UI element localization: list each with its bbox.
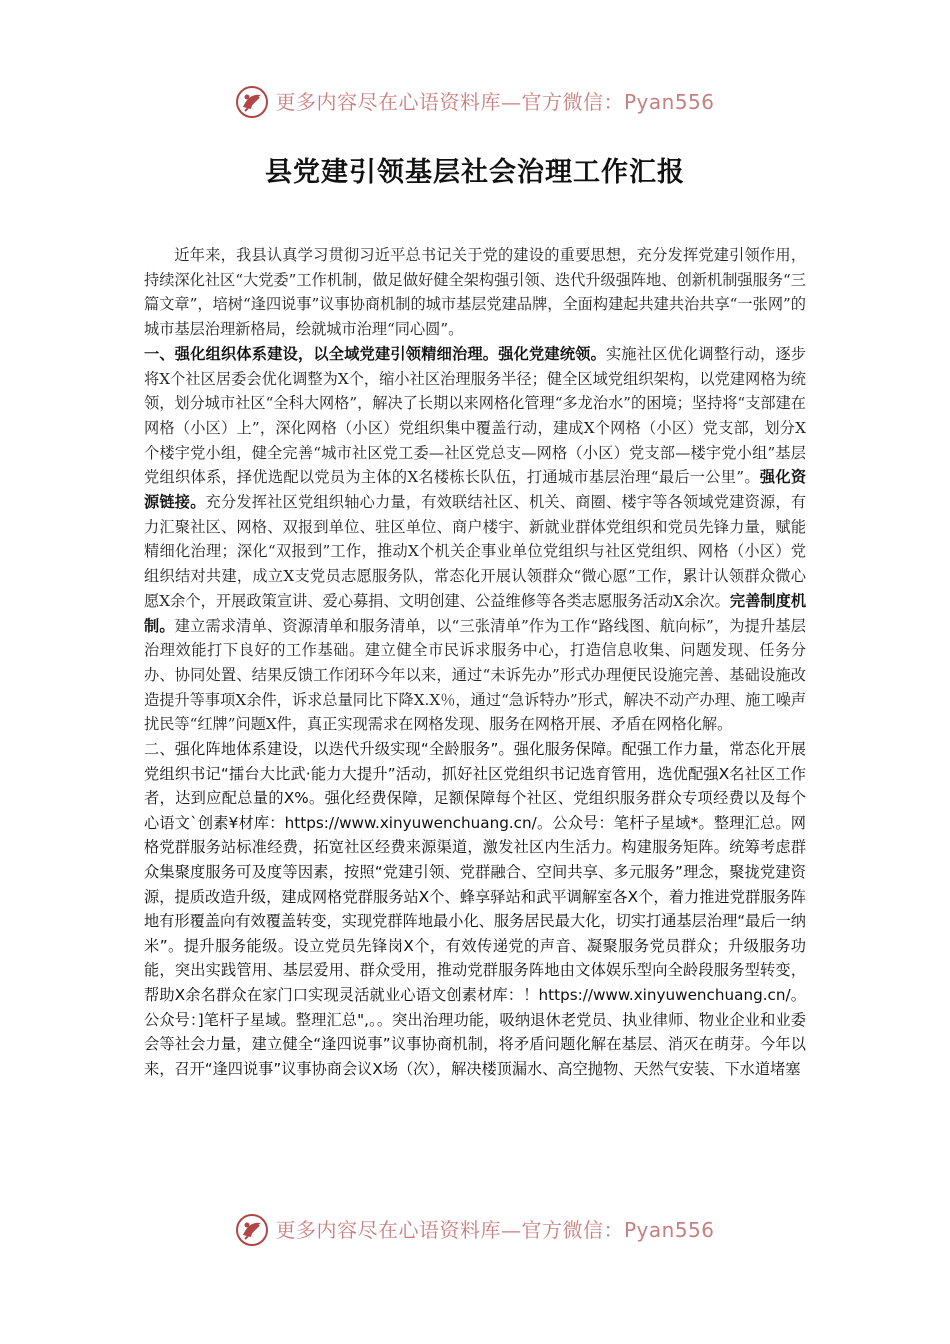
banner-text: 更多内容尽在心语资料库—官方微信： <box>275 90 624 114</box>
section-2-paragraph: 二、强化阵地体系建设，以迭代升级实现“全龄服务”。强化服务保障。配强工作力量，常态化开展党组织书记“擂台大比武·能力大提升”活动，抓好社区党组织书记选育管用，选优配强X名社区工作者，达到应配总量的X%。强化经费保障，足额保障每个社区、党组织服务群众专项经费以及每个心语文`创素¥材库：https://www.xinyuwenchuang.cn/。公众号：笔杆子星域*。整理汇总。网格党群服务站标准经费，拓宽社区经费来源渠道，激发社区内生活力。构建服务矩阵。统筹考虑群众集聚度服务可及度等因素，按照“党建引领、党群融合、空间共享、多元服务”理念，聚拢党建资源，提质改造升级，建成网格党群服务站X个、蜂享驿站和武平调解室各X个，着力推进党群服务阵地有形覆盖向有效覆盖转变，实现党群阵地最小化、服务居民最大化，切实打通基层治理“最后一纳米”。提升服务能级。设立党员先锋岗X个，有效传递党的声音、凝聚服务党员群众；升级服务功能，突出实践管用、基层爱用、群众受用，推动党群服务阵地由文体娱乐型向全龄段服务型转变，帮助X余名群众在家门口实现灵活就业心语文创素材库：！https://www.xinyuwenchuang.cn/。公众号：]笔杆子星域。整理汇总",。。突出治理功能，吸纳退休老党员、执业律师、物业企业和业委会等社会力量，建立健全“逢四说事”议事协商机制，将矛盾问题化解在基层、消灭在萌芽。今年以来，召开“逢四说事”议事协商会议X场（次），解决楼顶漏水、高空抛物、天然气安装、下水道堵塞 <box>144 740 806 1078</box>
section-1-paragraph <box>144 342 806 737</box>
footer-banner-wechat-id: Pyan556 <box>623 1218 715 1242</box>
section-1-sub3-title: 完善制度机制。 <box>144 591 807 635</box>
section-1-sub3-text: 建立需求清单、资源清单和服务清单，以“三张清单”作为工作“路线图、航向标”，为提升基层治理效能打下良好的工作基础。建立健全市民诉求服务中心，打造信息收集、问题发现、任务分办、协同处置、结果反馈工作闭环今年以来，通过“未诉先办”形式办理便民设施完善、基础设施改造提升等事项X余件，诉求总量同比下降X.X％，通过“急诉特办”形式，解决不动产办理、施工噪声扰民等“红牌”问题X件，真正实现需求在网格发现、服务在网格开展、矛盾在网格化解。 <box>144 616 806 734</box>
section-1-sub1-text: 实施社区优化调整行动，逐步将X个社区居委会优化调整为X个，缩小社区治理服务半径；健全区域党组织架构，以党建网格为统领，划分城市社区“全科大网格”，解决了长期以来网格化管理“多龙治水”的困境；坚持将“支部建在网格（小区）上”，深化网格（小区）党组织集中覆盖行动，建成X个网格（小区）党支部，划分X个楼宇党小组，健全完善“城市社区党工委—社区党总支—网格（小区）党支部—楼宇党小组”基层党组织体系，择优选配以党员为主体的X名楼栋长队伍，打通城市基层治理“最后一公里”。 <box>144 344 807 487</box>
document-title: 县党建引领基层社会治理工作汇报 <box>265 157 685 188</box>
section-1-sub2-text: 充分发挥社区党组织轴心力量，有效联结社区、机关、商圈、楼宇等各领域党建资源，有力汇聚社区、网格、双报到单位、驻区单位、商户楼宇、新就业群体党组织和党员先锋力量，赋能精细化治理；深化“双报到”工作，推动X个机关企事业单位党组织与社区党组织、网格（小区）党组织结对共建，成立X支党员志愿服务队，常态化开展认领群众“微心愿”工作，累计认领群众微心愿X余个，开展政策宣讲、爱心募捐、文明创建、公益维修等各类志愿服务活动X余次。 <box>144 493 807 610</box>
document-body <box>144 243 806 1081</box>
section-1-sub2-title: 强化资源链接。 <box>144 468 807 512</box>
header-banner <box>0 82 950 122</box>
xinyu-logo-icon <box>235 85 269 119</box>
xinyu-logo-icon <box>235 1213 269 1247</box>
footer-banner <box>0 1210 950 1250</box>
footer-banner-text: 更多内容尽在心语资料库—官方微信： <box>275 1218 624 1242</box>
banner-wechat-id: Pyan556 <box>623 90 715 114</box>
section-1-sub1-title: 强化党建统领。 <box>498 344 607 363</box>
section-1-heading: 一、强化组织体系建设，以全域党建引领精细治理。 <box>144 344 499 363</box>
intro-paragraph: 近年来，我县认真学习贯彻习近平总书记关于党的建设的重要思想，充分发挥党建引领作用，持续深化社区“大党委”工作机制，做足做好健全架构强引领、迭代升级强阵地、创新机制强服务“三篇文章”，培树“逢四说事”议事协商机制的城市基层党建品牌，全面构建起共建共治共享“一张网”的城市基层治理新格局，绘就城市治理“同心圆”。 <box>144 246 806 339</box>
